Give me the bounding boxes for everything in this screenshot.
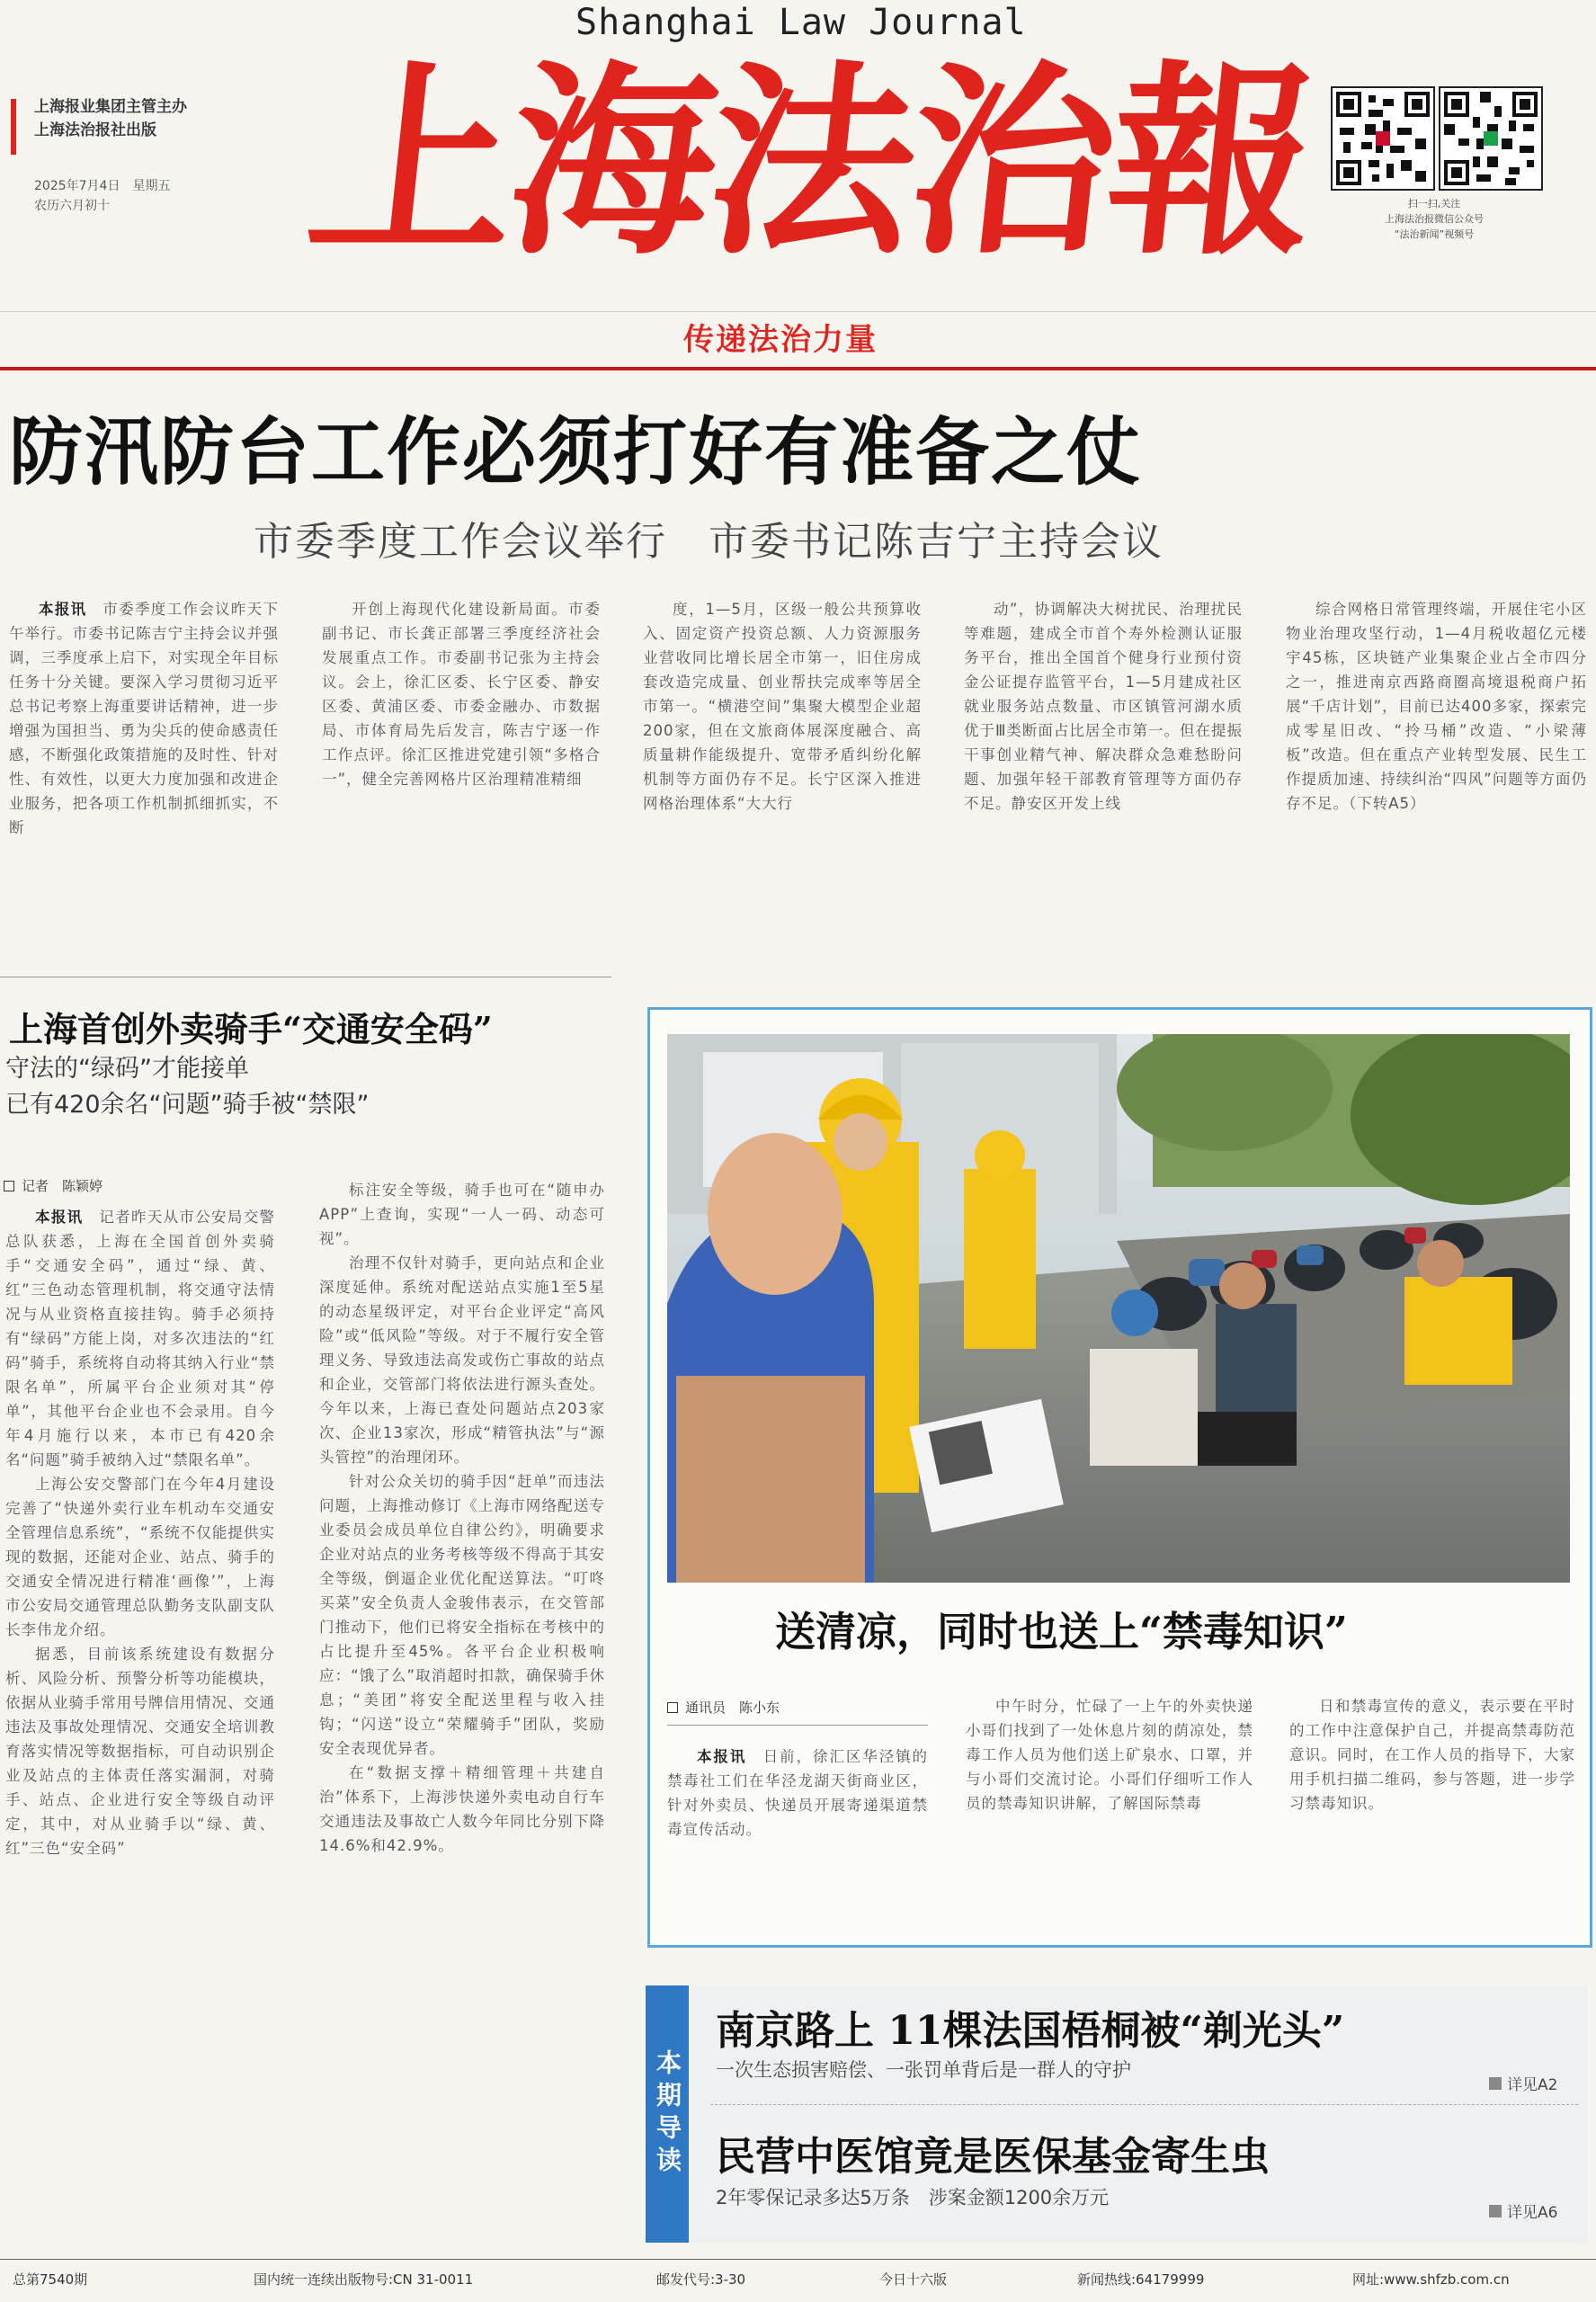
guide-item-1-title[interactable]: 南京路上 11棵法国梧桐被“剃光头” <box>716 2008 1345 2054</box>
lead-headline: 防汛防台工作必须打好有准备之仗 <box>9 409 1143 495</box>
photo-caption-title: 送清凉，同时也送上“禁毒知识” <box>775 1608 1348 1655</box>
rider-deck-2: 已有420余名“问题”骑手被“禁限” <box>5 1091 370 1119</box>
photo-column-2 <box>966 1694 1253 1928</box>
footer-rule <box>0 2259 1596 2260</box>
qr-note <box>1322 196 1547 242</box>
qr-note-line-3: “法治新闻”视频号 <box>1394 228 1475 240</box>
qr-note-line-1: 扫一扫,关注 <box>1407 198 1461 210</box>
guide-item-1-link[interactable] <box>1489 2072 1557 2094</box>
masthead-title: 上海法治報 <box>298 41 1323 282</box>
footer-page-count: 今日十六版 <box>879 2271 948 2288</box>
rider-col1-text: 记者昨天从市公安局交警总队获悉，上海在全国首创外卖骑手“交通安全码”，通过“绿、黄、红”三色动态管理机制，将交通守法情况与从业资格直接挂钩。骑手必须持有“绿码”方能上岗，对多次违法的“红码”骑手，系统将自动将其纳入行业“禁限名单”，所属平台企业须对其“停单”，其他平台企业也不会录用。自今年4月施行以来，本市已有420余名“问题”骑手被纳入过“禁限名单”。 <box>5 1209 275 1468</box>
lead-col2-text: 开创上海现代化建设新局面。市委副书记、市长龚正部署三季度经济社会发展重点工作。市委副书记张为主持会议。会上，徐汇区委、长宁区委、静安区委、黄浦区委、市委金融办、市数据局、市体育局先后发言，陈吉宁逐一作工作点评。徐汇区推进党建引领“多格合一”，健全完善网格片区治理精准精细 <box>322 601 601 788</box>
masthead-divider-top <box>0 311 1596 312</box>
lead-col5-text: 综合网格日常管理终端，开展住宅小区物业治理攻坚行动，1—4月税收超亿元楼宇45栋，区块链产业集聚企业占全市四分之一，推进南京西路商圈高境退税商户拓展“千店计划”，目前已达400多家，探索完成零星旧改、“拎马桶”改造、“小梁薄板”改造。但在重点产业转型发展、民生工作提质加速、持续纠治“四风”问题等方面仍存不足。（下转A5） <box>1286 601 1587 812</box>
qr-code-wechat[interactable] <box>1331 86 1435 191</box>
guide-item-2-title[interactable]: 民营中医馆竟是医保基金寄生虫 <box>716 2134 1270 2180</box>
guide-divider <box>710 2104 1578 2106</box>
photo-col1-text: 日前，徐汇区华泾镇的禁毒社工们在华泾龙湖天街商业区，针对外卖员、快递员开展寄递渠道禁毒宣传活动。 <box>667 1748 928 1838</box>
photo-col2-text: 中午时分，忙碌了一上午的外卖快递小哥们找到了一处休息片刻的荫凉处，禁毒工作人员为他们送上矿泉水、口罩，并与小哥们交流讨论。小哥们仔细听工作人员的禁毒知识讲解，了解国际禁毒 <box>966 1698 1253 1812</box>
photo-byline <box>667 1698 780 1717</box>
page-ref-icon <box>1489 2205 1502 2217</box>
lead-subhead: 市委季度工作会议举行 市委书记陈吉宁主持会议 <box>254 519 1164 565</box>
lead-column-4 <box>964 597 1243 894</box>
rider-headline: 上海首创外卖骑手“交通安全码” <box>9 1009 493 1049</box>
guide-item-2-link[interactable] <box>1489 2199 1557 2222</box>
qr-pattern <box>1440 88 1541 189</box>
publisher-marker <box>11 99 16 155</box>
page-ref-icon <box>1489 2077 1502 2090</box>
footer-hotline: 新闻热线:64179999 <box>1077 2271 1205 2288</box>
footer-website[interactable]: 网址:www.shfzb.com.cn <box>1352 2271 1510 2288</box>
rider-column-2 <box>319 1178 605 2230</box>
rider-byline-text: 记者 陈颖婷 <box>22 1178 103 1194</box>
lead-column-5 <box>1286 597 1587 894</box>
publisher-line-2: 上海法治报社出版 <box>34 121 156 139</box>
rider-col1-p2: 上海公安交警部门在今年4月建设完善了“快递外卖行业车机动车交通安全管理信息系统”，“系统不仅能提供实现的数据，还能对企业、站点、骑手的交通安全情况进行精准‘画像’”，上海市公安局交通管理总队勤务支队副支队长李伟龙介绍。 <box>5 1476 275 1638</box>
lead-column-3 <box>643 597 922 894</box>
slogan: 传递法治力量 <box>683 322 878 358</box>
rider-dateline: 本报讯 <box>35 1209 84 1226</box>
qr-note-line-2: 上海法治报微信公众号 <box>1385 213 1484 225</box>
lead-col3-text: 度，1—5月，区级一般公共预算收入、固定资产投资总额、人力资源服务业营收同比增长居全市第一，旧住房成套改造完成量、创业帮扶完成率等居全市第一。“横港空间”集聚大模型企业超200家，但在文旅商体展深度融合、高质量耕作能级提升、宽带矛盾纠纷化解机制等方面仍存不足。长宁区深入推进网格治理体系“大大行 <box>643 601 922 812</box>
rider-col2-p3: 针对公众关切的骑手因“赶单”而违法问题，上海推动修订《上海市网络配送专业委员会成员单位自律公约》，明确要求企业对站点的业务考核等级不得高于其安全等级，倒逼企业优化配送算法。“叮咚买菜”安全负责人金骏伟表示，在交管部门推动下，他们已将安全指标在考核中的占比提升至45%。各平台企业积极响应：“饿了么”取消超时扣款，确保骑手休息；“美团”将安全配送里程与收入挂钩；“闪送”设立“荣耀骑手”团队，奖励安全表现优异者。 <box>319 1473 605 1757</box>
rider-col2-text: 标注安全等级，骑手也可在“随申办APP”上查询，实现“一人一码、动态可视”。 <box>319 1182 605 1247</box>
rider-column-1 <box>5 1205 275 2230</box>
guide-item-1-subtitle: 一次生态损害赔偿、一张罚单背后是一群人的守护 <box>716 2059 1131 2081</box>
photo-byline-text: 通讯员 陈小东 <box>685 1700 780 1716</box>
lead-col4-text: 动”，协调解决大树扰民、治理扰民等难题，建成全市首个寿外检测认证服务平台，推出全国首个健身行业预付资金公证提存监管平台，1—5月建成社区就业服务站点数量、市区镇管河湖水质优于Ⅲ类断面占比居全市第一。但在提振干事创业精气神、解决群众急难愁盼问题、加强年轻干部教育管理等方面仍存不足。静安区开发上线 <box>964 601 1243 812</box>
photo-col3-text: 日和禁毒宣传的意义，表示要在平时的工作中注意保护自己，并提高禁毒防范意识。同时，在工作人员的指导下，大家用手机扫描二维码，参与答题，进一步学习禁毒知识。 <box>1289 1698 1575 1812</box>
publisher-line-1: 上海报业集团主管主办 <box>34 98 187 116</box>
english-title: Shanghai Law Journal <box>575 2 1027 43</box>
masthead-red-rule <box>0 367 1596 370</box>
publisher-block <box>34 95 187 142</box>
news-photo[interactable] <box>667 1034 1570 1583</box>
rider-col1-p3: 据悉，目前该系统建设有数据分析、风险分析、预警分析等功能模块，依据从业骑手常用号牌信用情况、交通违法及事故处理情况、交通安全培训教育落实情况等数据指标，可自动识别企业及站点的主体责任落实漏洞，对骑手、站点、企业进行安全等级自动评定，其中，对从业骑手以“绿、黄、红”三色“安全码” <box>5 1646 275 1857</box>
photo-column-3 <box>1289 1694 1575 1928</box>
lead-column-2 <box>322 597 601 894</box>
footer-issn: 国内统一连续出版物号:CN 31-0011 <box>254 2271 474 2288</box>
rider-byline <box>4 1176 103 1195</box>
guide-item-2-page: 详见A6 <box>1507 2204 1558 2222</box>
photo-dateline: 本报讯 <box>697 1748 747 1765</box>
footer-postal-code: 邮发代号:3-30 <box>656 2271 746 2288</box>
qr-pattern <box>1333 88 1433 189</box>
lead-col1-text: 市委季度工作会议昨天下午举行。市委书记陈吉宁主持会议并强调，三季度承上启下，对实现全年目标任务十分关键。要深入学习贯彻习近平总书记考察上海重要讲话精神，进一步增强为国担当、勇为尖兵的使命感责任感，不断强化政策措施的及时性、针对性、有效性，以更大力度加强和改进企业服务，把各项工作机制抓细抓实，不断 <box>9 601 279 836</box>
qr-code-video[interactable] <box>1439 86 1543 191</box>
photo-column-1 <box>667 1744 928 1924</box>
rider-col2-p2: 治理不仅针对骑手，更向站点和企业深度延伸。系统对配送站点实施1至5星的动态星级评定，对平台企业评定“高风险”或“低风险”等级。对于不履行安全管理义务、导致违法高发或伤亡事故的站点和企业，交管部门将依法进行源头查处。今年以来，上海已查处问题站点203家次、企业13家次，形成“精管执法”与“源头管控”的治理闭环。 <box>319 1254 605 1466</box>
rider-deck-1: 守法的“绿码”才能接单 <box>5 1055 249 1083</box>
lead-dateline: 本报讯 <box>39 601 87 618</box>
guide-tab: 本期导读 <box>646 1985 689 2243</box>
guide-item-1-page: 详见A2 <box>1507 2076 1558 2094</box>
byline-marker <box>4 1181 14 1191</box>
guide-item-2-subtitle: 2年零保记录多达5万条 涉案金额1200余万元 <box>716 2187 1110 2208</box>
byline-marker <box>667 1702 678 1713</box>
footer-total-issue: 总第7540期 <box>13 2271 88 2288</box>
date-block <box>34 176 170 216</box>
lunar-date: 农历六月初十 <box>34 199 110 213</box>
issue-date: 2025年7月4日 星期五 <box>34 179 171 193</box>
rider-col2-p4: 在“数据支撑＋精细管理＋共建自治”体系下，上海涉快递外卖电动自行车交通违法及事故亡人数今年同比分别下降14.6%和42.9%。 <box>319 1764 605 1854</box>
photo-byline-rule <box>667 1725 928 1726</box>
news-photo-image <box>667 1034 1570 1583</box>
lead-column-1 <box>9 597 279 894</box>
